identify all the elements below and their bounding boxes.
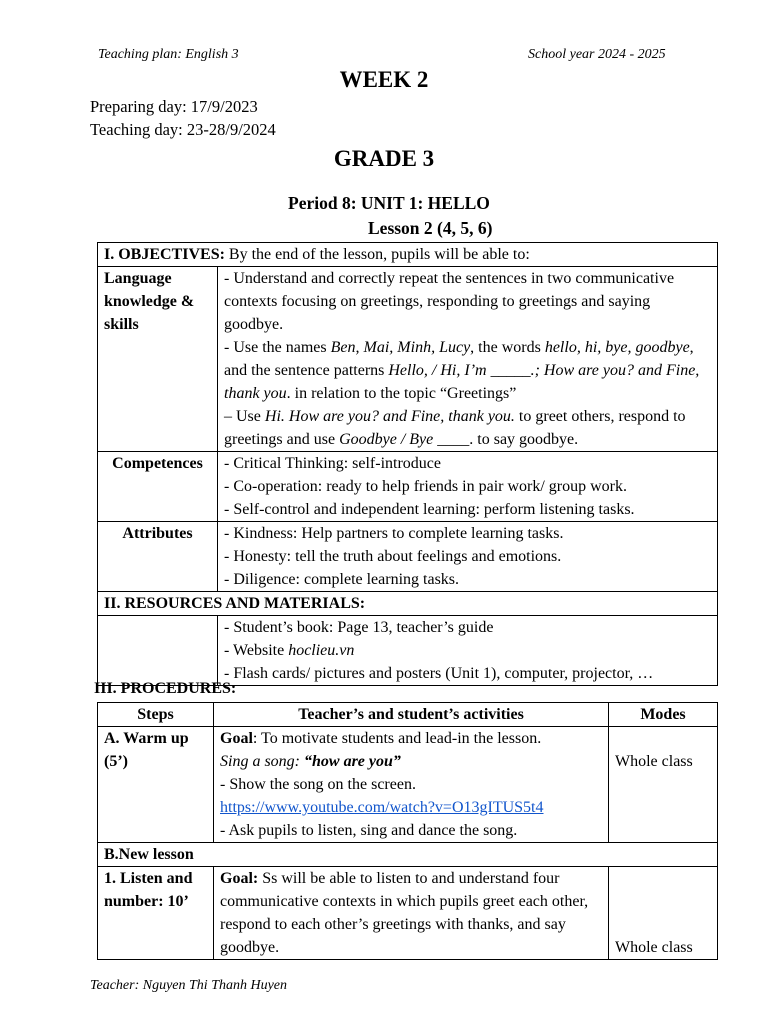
warm-mode: Whole class — [609, 727, 718, 843]
week-title: WEEK 2 — [339, 67, 429, 92]
language-label: Language knowledge & skills — [98, 267, 218, 452]
header-right: School year 2024 - 2025 — [528, 47, 666, 62]
new-lesson-row — [98, 843, 718, 867]
objectives-heading-row — [98, 243, 718, 267]
language-row — [98, 267, 718, 452]
comp-item-2: - Co-operation: ready to help friends in pair work/ group work. — [224, 478, 628, 495]
lesson-title: Lesson 2 (4, 5, 6) — [368, 218, 493, 238]
lang-item-3: – Use Hi. How are you? and Fine, thank you. to greet others, respond to greetings and use Goodbye / Bye ____. to say goodbye. — [224, 408, 686, 448]
objectives-table — [97, 242, 718, 686]
attr-item-2: - Honesty: tell the truth about feelings and emotions. — [224, 548, 562, 565]
grade-title: GRADE 3 — [333, 146, 435, 171]
warm-up-step: A. Warm up (5’) — [98, 727, 214, 843]
res-item-2: - Website hoclieu.vn — [224, 642, 355, 659]
lang-item-2: - Use the names Ben, Mai, Minh, Lucy, the words hello, hi, bye, goodbye, and the sentence patterns Hello, / Hi, I’m _____.; How are you? and Fine, thank you. in relation to the topic “Greetings” — [224, 339, 700, 402]
header-left: Teaching plan: English 3 — [98, 47, 239, 62]
res-item-3: - Flash cards/ pictures and posters (Unit 1), computer, projector, … — [224, 665, 654, 682]
listen-step: 1. Listen and number: 10’ — [98, 867, 214, 960]
warm-ask: - Ask pupils to listen, sing and dance the song. — [220, 822, 518, 839]
col-modes: Modes — [609, 703, 718, 727]
warm-goal: Goal: To motivate students and lead-in the lesson. — [220, 730, 542, 747]
procedures-table — [97, 702, 718, 960]
competences-row — [98, 452, 718, 522]
res-item-1: - Student’s book: Page 13, teacher’s guide — [224, 619, 494, 636]
resources-heading-row — [98, 592, 718, 616]
warm-up-row — [98, 727, 718, 843]
comp-item-1: - Critical Thinking: self-introduce — [224, 455, 441, 472]
procedures-heading: III. PROCEDURES: — [94, 680, 237, 697]
period-title: Period 8: UNIT 1: HELLO — [288, 193, 490, 213]
lang-item-1: - Understand and correctly repeat the sentences in two communicative contexts focusing on greetings, responding to greetings and saying goodbye. — [224, 270, 675, 333]
attributes-label: Attributes — [98, 522, 218, 592]
attr-item-3: - Diligence: complete learning tasks. — [224, 571, 460, 588]
attributes-row — [98, 522, 718, 592]
procedures-header-row — [98, 703, 718, 727]
resources-heading: II. RESOURCES AND MATERIALS: — [98, 592, 718, 616]
col-steps: Steps — [98, 703, 214, 727]
new-lesson-label: B.New lesson — [98, 843, 718, 867]
attr-item-1: - Kindness: Help partners to complete learning tasks. — [224, 525, 564, 542]
listen-goal: Goal: Ss will be able to listen to and understand four communicative contexts in which pupils greet each other, respond to each other’s greetings with thanks, and say goodbye. — [214, 867, 609, 960]
resources-row — [98, 616, 718, 686]
song-link[interactable]: https://www.youtube.com/watch?v=O13gITUS5t4 — [220, 799, 544, 816]
listen-mode: Whole class — [609, 867, 718, 960]
teaching-day: Teaching day: 23-28/9/2024 — [90, 120, 276, 139]
comp-item-3: - Self-control and independent learning: perform listening tasks. — [224, 501, 635, 518]
warm-show: - Show the song on the screen. — [220, 776, 416, 793]
listen-row — [98, 867, 718, 960]
col-activities: Teacher’s and student’s activities — [214, 703, 609, 727]
warm-sing: Sing a song: “how are you” — [220, 753, 401, 770]
objectives-heading: I. OBJECTIVES: — [104, 246, 225, 263]
objectives-intro: By the end of the lesson, pupils will be able to: — [224, 246, 530, 263]
footer-teacher: Teacher: Nguyen Thi Thanh Huyen — [90, 978, 288, 993]
competences-label: Competences — [98, 452, 218, 522]
preparing-day: Preparing day: 17/9/2023 — [90, 97, 258, 116]
